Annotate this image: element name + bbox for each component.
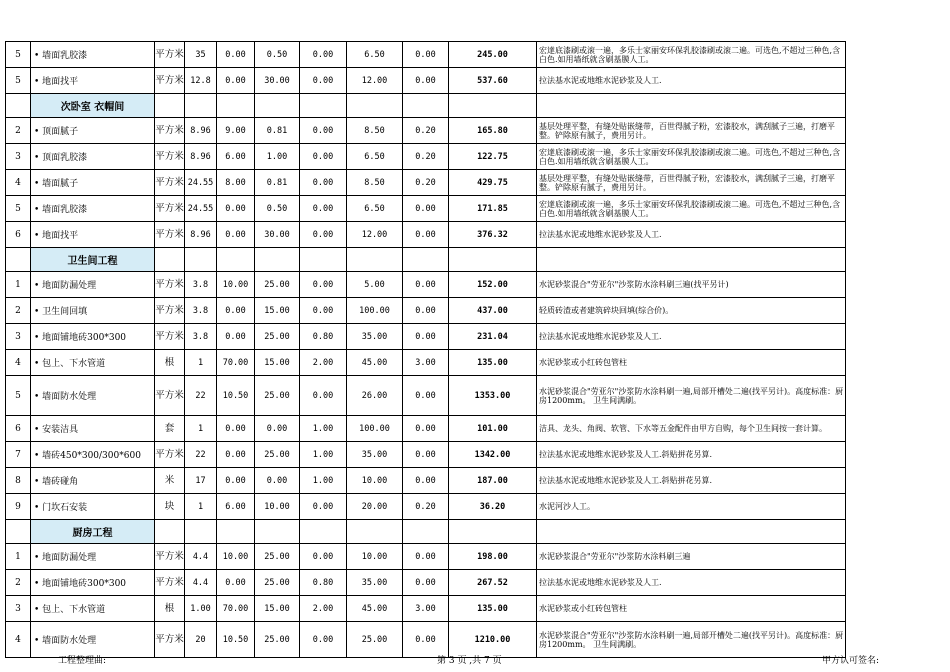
item-price-2: 25.00 bbox=[255, 442, 300, 468]
empty-cell bbox=[185, 248, 217, 272]
item-price-2: 0.00 bbox=[255, 416, 300, 442]
item-quantity: 8.96 bbox=[185, 222, 217, 248]
item-price-3: 0.80 bbox=[300, 324, 347, 350]
empty-cell bbox=[300, 94, 347, 118]
item-price-5: 0.00 bbox=[403, 324, 449, 350]
item-name: • 地面铺地砖300*300 bbox=[31, 324, 155, 350]
item-price-2: 15.00 bbox=[255, 350, 300, 376]
empty-cell bbox=[155, 94, 185, 118]
item-total: 267.52 bbox=[449, 570, 537, 596]
footer-client-signature-label: 甲方认可签名: bbox=[822, 656, 880, 666]
item-unit: 平方米 bbox=[155, 570, 185, 596]
page-footer bbox=[0, 651, 950, 672]
item-price-1: 6.00 bbox=[217, 494, 255, 520]
footer-compiler-label: 工程整理曲: bbox=[58, 656, 107, 666]
item-name: • 地面防漏处理 bbox=[31, 544, 155, 570]
item-price-5: 0.00 bbox=[403, 570, 449, 596]
item-price-1: 10.00 bbox=[217, 544, 255, 570]
item-price-4: 35.00 bbox=[347, 442, 403, 468]
item-unit: 根 bbox=[155, 596, 185, 622]
section-spacer-cell bbox=[6, 94, 31, 118]
item-price-5: 0.00 bbox=[403, 376, 449, 416]
item-note: 拉法基水泥或地维水泥砂浆及人工. bbox=[537, 68, 846, 94]
table-row bbox=[6, 596, 846, 622]
empty-cell bbox=[217, 520, 255, 544]
item-price-4: 25.00 bbox=[347, 622, 403, 658]
empty-cell bbox=[217, 248, 255, 272]
item-price-2: 25.00 bbox=[255, 622, 300, 658]
item-unit: 平方米 bbox=[155, 622, 185, 658]
item-quantity: 1 bbox=[185, 350, 217, 376]
item-unit: 块 bbox=[155, 494, 185, 520]
empty-cell bbox=[449, 520, 537, 544]
section-title: 次卧室 衣帽间 bbox=[31, 94, 155, 118]
item-number: 5 bbox=[6, 68, 31, 94]
empty-cell bbox=[347, 94, 403, 118]
item-quantity: 1 bbox=[185, 416, 217, 442]
item-price-3: 0.00 bbox=[300, 68, 347, 94]
item-price-1: 6.00 bbox=[217, 144, 255, 170]
item-note: 水泥砂浆混合"劳亚尔"沙浆防水涂料刷一遍,局部开槽处二遍(找平另计)。高度标准：厨房1200mm。 卫生间满刷。 bbox=[537, 622, 846, 658]
item-unit: 平方米 bbox=[155, 222, 185, 248]
item-price-1: 0.00 bbox=[217, 324, 255, 350]
section-header-row bbox=[6, 520, 846, 544]
item-unit: 平方米 bbox=[155, 442, 185, 468]
item-name: • 地面防漏处理 bbox=[31, 272, 155, 298]
item-note: 宏達底漆刷或滚一遍，多乐士家丽安环保乳胶漆刷或滚二遍。可选色,不超过三种色,含白色.如用墙纸就含刷基膜人工。 bbox=[537, 196, 846, 222]
item-price-2: 0.50 bbox=[255, 196, 300, 222]
table-row bbox=[6, 442, 846, 468]
item-price-5: 0.20 bbox=[403, 118, 449, 144]
item-price-4: 6.50 bbox=[347, 144, 403, 170]
empty-cell bbox=[403, 520, 449, 544]
item-price-3: 1.00 bbox=[300, 468, 347, 494]
item-price-4: 6.50 bbox=[347, 42, 403, 68]
table-row bbox=[6, 350, 846, 376]
empty-cell bbox=[217, 94, 255, 118]
empty-cell bbox=[403, 248, 449, 272]
item-price-4: 35.00 bbox=[347, 324, 403, 350]
empty-cell bbox=[537, 520, 846, 544]
section-title: 卫生间工程 bbox=[31, 248, 155, 272]
item-number: 1 bbox=[6, 272, 31, 298]
item-number: 2 bbox=[6, 570, 31, 596]
item-price-4: 20.00 bbox=[347, 494, 403, 520]
item-price-1: 0.00 bbox=[217, 468, 255, 494]
item-total: 165.80 bbox=[449, 118, 537, 144]
item-price-4: 26.00 bbox=[347, 376, 403, 416]
item-number: 9 bbox=[6, 494, 31, 520]
item-price-5: 0.00 bbox=[403, 468, 449, 494]
empty-cell bbox=[537, 248, 846, 272]
item-note: 水泥砂浆混合"劳亚尔"沙浆防水涂料刷三遍 bbox=[537, 544, 846, 570]
item-price-5: 0.00 bbox=[403, 272, 449, 298]
item-unit: 平方米 bbox=[155, 324, 185, 350]
section-title: 厨房工程 bbox=[31, 520, 155, 544]
empty-cell bbox=[300, 248, 347, 272]
item-quantity: 35 bbox=[185, 42, 217, 68]
item-number: 5 bbox=[6, 196, 31, 222]
item-name: • 地面找平 bbox=[31, 68, 155, 94]
item-note: 水泥砂浆混合"劳亚尔"沙浆防水涂料刷三遍(找平另计) bbox=[537, 272, 846, 298]
item-price-2: 25.00 bbox=[255, 544, 300, 570]
item-number: 2 bbox=[6, 298, 31, 324]
item-name: • 墙面防水处理 bbox=[31, 376, 155, 416]
item-price-4: 10.00 bbox=[347, 468, 403, 494]
item-quantity: 22 bbox=[185, 442, 217, 468]
item-price-3: 0.00 bbox=[300, 494, 347, 520]
section-header-row bbox=[6, 94, 846, 118]
item-price-5: 0.00 bbox=[403, 416, 449, 442]
item-number: 5 bbox=[6, 42, 31, 68]
item-note: 拉法基水泥或地维水泥砂浆及人工. bbox=[537, 570, 846, 596]
item-unit: 套 bbox=[155, 416, 185, 442]
item-price-1: 0.00 bbox=[217, 570, 255, 596]
item-price-3: 0.00 bbox=[300, 196, 347, 222]
item-name: • 墙砖碰角 bbox=[31, 468, 155, 494]
item-quantity: 4.4 bbox=[185, 544, 217, 570]
item-price-1: 0.00 bbox=[217, 442, 255, 468]
item-price-5: 0.20 bbox=[403, 494, 449, 520]
item-total: 198.00 bbox=[449, 544, 537, 570]
item-price-3: 0.00 bbox=[300, 222, 347, 248]
table-row bbox=[6, 144, 846, 170]
item-price-4: 100.00 bbox=[347, 416, 403, 442]
item-price-4: 45.00 bbox=[347, 350, 403, 376]
item-price-5: 0.00 bbox=[403, 196, 449, 222]
item-name: • 墙面防水处理 bbox=[31, 622, 155, 658]
item-total: 101.00 bbox=[449, 416, 537, 442]
item-price-2: 0.50 bbox=[255, 42, 300, 68]
item-name: • 门坎石安装 bbox=[31, 494, 155, 520]
item-price-1: 9.00 bbox=[217, 118, 255, 144]
item-price-5: 0.00 bbox=[403, 222, 449, 248]
item-price-1: 0.00 bbox=[217, 298, 255, 324]
item-price-1: 10.50 bbox=[217, 376, 255, 416]
item-unit: 平方米 bbox=[155, 298, 185, 324]
item-price-5: 3.00 bbox=[403, 596, 449, 622]
item-price-5: 0.00 bbox=[403, 42, 449, 68]
item-quantity: 20 bbox=[185, 622, 217, 658]
empty-cell bbox=[403, 94, 449, 118]
empty-cell bbox=[347, 248, 403, 272]
table-row bbox=[6, 468, 846, 494]
item-price-3: 2.00 bbox=[300, 350, 347, 376]
item-number: 3 bbox=[6, 596, 31, 622]
item-note: 水泥砂浆或小红砖包管柱 bbox=[537, 350, 846, 376]
item-note: 水泥河沙人工。 bbox=[537, 494, 846, 520]
table-row bbox=[6, 544, 846, 570]
item-price-2: 10.00 bbox=[255, 494, 300, 520]
item-price-2: 30.00 bbox=[255, 68, 300, 94]
item-price-5: 0.00 bbox=[403, 544, 449, 570]
item-price-3: 0.00 bbox=[300, 622, 347, 658]
empty-cell bbox=[449, 94, 537, 118]
item-number: 4 bbox=[6, 622, 31, 658]
item-price-1: 0.00 bbox=[217, 68, 255, 94]
item-name: • 卫生间回填 bbox=[31, 298, 155, 324]
item-price-3: 2.00 bbox=[300, 596, 347, 622]
item-note: 轻质砖渣或者建筑碎块回填(综合价)。 bbox=[537, 298, 846, 324]
item-price-1: 0.00 bbox=[217, 416, 255, 442]
item-quantity: 1 bbox=[185, 494, 217, 520]
empty-cell bbox=[449, 248, 537, 272]
item-total: 1342.00 bbox=[449, 442, 537, 468]
item-quantity: 8.96 bbox=[185, 118, 217, 144]
item-price-5: 3.00 bbox=[403, 350, 449, 376]
item-price-2: 25.00 bbox=[255, 324, 300, 350]
empty-cell bbox=[255, 520, 300, 544]
item-price-4: 12.00 bbox=[347, 68, 403, 94]
section-header-row bbox=[6, 248, 846, 272]
item-total: 1210.00 bbox=[449, 622, 537, 658]
item-note: 宏達底漆刷或滚一遍，多乐士家丽安环保乳胶漆刷或滚二遍。可选色,不超过三种色,含白色.如用墙纸就含刷基膜人工。 bbox=[537, 144, 846, 170]
item-note: 洁具、龙头、角阀、软管、下水等五金配件由甲方自购，每个卫生间按一套计算。 bbox=[537, 416, 846, 442]
table-row bbox=[6, 272, 846, 298]
item-price-1: 0.00 bbox=[217, 42, 255, 68]
item-price-4: 6.50 bbox=[347, 196, 403, 222]
empty-cell bbox=[300, 520, 347, 544]
item-price-1: 0.00 bbox=[217, 222, 255, 248]
item-unit: 平方米 bbox=[155, 144, 185, 170]
empty-cell bbox=[537, 94, 846, 118]
item-note: 拉法基水泥或地维水泥砂浆及人工.斜贴拼花另算. bbox=[537, 468, 846, 494]
item-price-1: 0.00 bbox=[217, 196, 255, 222]
table-row bbox=[6, 118, 846, 144]
item-number: 1 bbox=[6, 544, 31, 570]
item-price-4: 45.00 bbox=[347, 596, 403, 622]
item-price-1: 70.00 bbox=[217, 350, 255, 376]
item-unit: 平方米 bbox=[155, 42, 185, 68]
item-price-5: 0.00 bbox=[403, 622, 449, 658]
item-price-4: 12.00 bbox=[347, 222, 403, 248]
table-row bbox=[6, 196, 846, 222]
empty-cell bbox=[255, 248, 300, 272]
item-total: 231.04 bbox=[449, 324, 537, 350]
item-number: 2 bbox=[6, 118, 31, 144]
item-unit: 平方米 bbox=[155, 68, 185, 94]
item-number: 6 bbox=[6, 416, 31, 442]
item-price-4: 8.50 bbox=[347, 170, 403, 196]
item-unit: 平方米 bbox=[155, 118, 185, 144]
table-row bbox=[6, 324, 846, 350]
item-price-5: 0.00 bbox=[403, 298, 449, 324]
quote-table bbox=[5, 41, 846, 658]
item-number: 8 bbox=[6, 468, 31, 494]
item-name: • 包上、下水管道 bbox=[31, 350, 155, 376]
item-number: 3 bbox=[6, 144, 31, 170]
item-price-3: 0.00 bbox=[300, 544, 347, 570]
item-note: 水泥砂浆或小红砖包管柱 bbox=[537, 596, 846, 622]
item-price-2: 30.00 bbox=[255, 222, 300, 248]
item-price-4: 5.00 bbox=[347, 272, 403, 298]
item-quantity: 1.00 bbox=[185, 596, 217, 622]
item-quantity: 4.4 bbox=[185, 570, 217, 596]
item-price-3: 0.00 bbox=[300, 376, 347, 416]
item-quantity: 12.8 bbox=[185, 68, 217, 94]
item-number: 4 bbox=[6, 170, 31, 196]
item-quantity: 3.8 bbox=[185, 298, 217, 324]
item-name: • 顶面乳胶漆 bbox=[31, 144, 155, 170]
table-row bbox=[6, 42, 846, 68]
empty-cell bbox=[347, 520, 403, 544]
item-name: • 地面铺地砖300*300 bbox=[31, 570, 155, 596]
item-total: 122.75 bbox=[449, 144, 537, 170]
item-note: 宏達底漆刷或滚一遍，多乐士家丽安环保乳胶漆刷或滚二遍。可选色,不超过三种色,含白色.如用墙纸就含刷基膜人工。 bbox=[537, 42, 846, 68]
empty-cell bbox=[185, 520, 217, 544]
table-row bbox=[6, 68, 846, 94]
item-unit: 米 bbox=[155, 468, 185, 494]
item-unit: 根 bbox=[155, 350, 185, 376]
item-price-1: 10.00 bbox=[217, 272, 255, 298]
item-price-1: 70.00 bbox=[217, 596, 255, 622]
item-number: 4 bbox=[6, 350, 31, 376]
item-total: 1353.00 bbox=[449, 376, 537, 416]
item-price-5: 0.00 bbox=[403, 68, 449, 94]
item-total: 245.00 bbox=[449, 42, 537, 68]
item-number: 6 bbox=[6, 222, 31, 248]
item-price-2: 0.00 bbox=[255, 468, 300, 494]
item-unit: 平方米 bbox=[155, 196, 185, 222]
item-total: 36.20 bbox=[449, 494, 537, 520]
item-price-5: 0.20 bbox=[403, 144, 449, 170]
item-note: 基层处理平整，有缝处贴嵌缝带，百世得腻子粉，宏漆胶水，满刮腻子三遍，打磨平整。铲除原有腻子，费用另计。 bbox=[537, 170, 846, 196]
item-number: 5 bbox=[6, 376, 31, 416]
item-price-2: 25.00 bbox=[255, 272, 300, 298]
item-price-4: 8.50 bbox=[347, 118, 403, 144]
item-price-5: 0.00 bbox=[403, 442, 449, 468]
item-total: 437.00 bbox=[449, 298, 537, 324]
item-name: • 地面找平 bbox=[31, 222, 155, 248]
item-quantity: 3.8 bbox=[185, 324, 217, 350]
item-note: 基层处理平整，有缝处贴嵌缝带，百世得腻子粉，宏漆胶水，满刮腻子三遍，打磨平整。铲除原有腻子，费用另计。 bbox=[537, 118, 846, 144]
item-note: 拉法基水泥或地维水泥砂浆及人工. bbox=[537, 222, 846, 248]
item-quantity: 24.55 bbox=[185, 196, 217, 222]
item-number: 7 bbox=[6, 442, 31, 468]
item-total: 171.85 bbox=[449, 196, 537, 222]
item-quantity: 17 bbox=[185, 468, 217, 494]
item-unit: 平方米 bbox=[155, 272, 185, 298]
item-total: 135.00 bbox=[449, 596, 537, 622]
item-price-2: 25.00 bbox=[255, 376, 300, 416]
table-row bbox=[6, 570, 846, 596]
item-name: • 墙砖450*300/300*600 bbox=[31, 442, 155, 468]
item-quantity: 22 bbox=[185, 376, 217, 416]
item-total: 152.00 bbox=[449, 272, 537, 298]
item-price-4: 100.00 bbox=[347, 298, 403, 324]
item-price-2: 25.00 bbox=[255, 570, 300, 596]
item-name: • 墙面乳胶漆 bbox=[31, 42, 155, 68]
item-quantity: 24.55 bbox=[185, 170, 217, 196]
item-unit: 平方米 bbox=[155, 544, 185, 570]
item-quantity: 8.96 bbox=[185, 144, 217, 170]
item-name: • 顶面腻子 bbox=[31, 118, 155, 144]
item-price-2: 0.81 bbox=[255, 118, 300, 144]
item-price-1: 10.50 bbox=[217, 622, 255, 658]
item-unit: 平方米 bbox=[155, 170, 185, 196]
empty-cell bbox=[155, 248, 185, 272]
item-unit: 平方米 bbox=[155, 376, 185, 416]
table-row bbox=[6, 494, 846, 520]
table-row bbox=[6, 376, 846, 416]
item-quantity: 3.8 bbox=[185, 272, 217, 298]
item-total: 429.75 bbox=[449, 170, 537, 196]
item-price-1: 8.00 bbox=[217, 170, 255, 196]
item-price-2: 1.00 bbox=[255, 144, 300, 170]
item-name: • 墙面乳胶漆 bbox=[31, 196, 155, 222]
table-row bbox=[6, 222, 846, 248]
item-note: 拉法基水泥或地维水泥砂浆及人工. bbox=[537, 324, 846, 350]
item-price-3: 1.00 bbox=[300, 442, 347, 468]
item-price-2: 0.81 bbox=[255, 170, 300, 196]
item-price-3: 0.00 bbox=[300, 42, 347, 68]
item-name: • 安装洁具 bbox=[31, 416, 155, 442]
item-name: • 墙面腻子 bbox=[31, 170, 155, 196]
section-spacer-cell bbox=[6, 520, 31, 544]
item-price-4: 35.00 bbox=[347, 570, 403, 596]
table-row bbox=[6, 416, 846, 442]
item-note: 水泥砂浆混合"劳亚尔"沙浆防水涂料刷一遍,局部开槽处二遍(找平另计)。高度标准：厨房1200mm。 卫生间满刷。 bbox=[537, 376, 846, 416]
table-row bbox=[6, 298, 846, 324]
item-price-2: 15.00 bbox=[255, 298, 300, 324]
item-price-3: 0.00 bbox=[300, 118, 347, 144]
item-name: • 包上、下水管道 bbox=[31, 596, 155, 622]
item-price-3: 0.00 bbox=[300, 170, 347, 196]
item-total: 537.60 bbox=[449, 68, 537, 94]
item-total: 376.32 bbox=[449, 222, 537, 248]
item-price-4: 10.00 bbox=[347, 544, 403, 570]
item-number: 3 bbox=[6, 324, 31, 350]
empty-cell bbox=[155, 520, 185, 544]
item-price-3: 1.00 bbox=[300, 416, 347, 442]
footer-page-number: 第 3 页 ,共 7 页 bbox=[437, 656, 502, 666]
item-total: 187.00 bbox=[449, 468, 537, 494]
item-price-5: 0.20 bbox=[403, 170, 449, 196]
item-total: 135.00 bbox=[449, 350, 537, 376]
item-price-3: 0.00 bbox=[300, 144, 347, 170]
section-spacer-cell bbox=[6, 248, 31, 272]
item-price-2: 15.00 bbox=[255, 596, 300, 622]
item-price-3: 0.00 bbox=[300, 272, 347, 298]
empty-cell bbox=[185, 94, 217, 118]
item-note: 拉法基水泥或地维水泥砂浆及人工.斜贴拼花另算. bbox=[537, 442, 846, 468]
empty-cell bbox=[255, 94, 300, 118]
item-price-3: 0.80 bbox=[300, 570, 347, 596]
table-row bbox=[6, 170, 846, 196]
item-price-3: 0.00 bbox=[300, 298, 347, 324]
